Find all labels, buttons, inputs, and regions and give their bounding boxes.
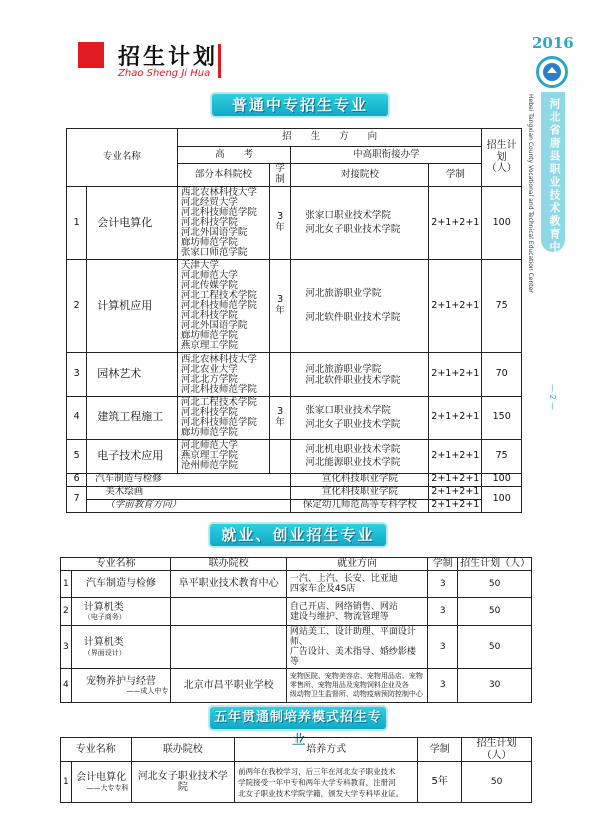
table-employment — [60, 557, 532, 703]
hdr-plan: 招生计划（人） — [482, 129, 522, 187]
banner-employment: 就业、创业招生专业 — [210, 524, 386, 546]
logo-icon — [539, 59, 565, 85]
title-red-bar — [218, 44, 221, 78]
page-subtitle: Zhao Sheng Ji Hua — [118, 68, 211, 79]
page-number: — 2 — — [548, 384, 557, 411]
table-row: 1 汽车制造与检修 阜平职业技术教育中心 一汽、上汽、长安、比亚迪 四家车企及4S店 3 50 — [61, 571, 532, 598]
banner-regular: 普通中专招生专业 — [212, 94, 388, 116]
hdr-partner: 联办院校 — [131, 738, 235, 762]
page-title: 招生计划 — [118, 44, 219, 70]
hdr-plan: 招生计划（人） — [462, 738, 532, 762]
title-red-block — [78, 42, 104, 68]
banner-five-year: 五年贯通制培养模式招生专业 — [210, 707, 386, 729]
table-row: 3 园林艺术 西北农林科技大学 河北农业大学 河北北方学院 河北科技师范学院 河北旅游职业学院 河北软件职业技术学院 2+1+2+1 70 — [67, 353, 522, 396]
table-row: 4 建筑工程施工 河北工程技术学院 河北科技学院 河北科技师范学院 廊坊师范学院 3 年 张家口职业技术学院 河北女子职业技术学院 2+1+2+1 150 — [67, 396, 522, 439]
hdr-direction: 招 生 方 向 — [177, 129, 482, 147]
table-row: 6 汽车制造与检修 宣化科技职业学院 2+1+2+1 100 — [67, 473, 522, 486]
hdr-years: 学制 — [269, 164, 290, 187]
hdr-years: 学制 — [418, 738, 462, 762]
table-row: 2 计算机应用 天津大学 河北师范大学 河北传媒学院 河北工程技术学院 河北科技师范学院 河北科技学院 河北外国语学院 廊坊师范学院 燕京理工学院 3 年 河北旅游职业学院 河北软件职业技术学院 2+1+2+1 75 — [67, 260, 522, 353]
year-label: 2016 — [532, 34, 574, 52]
table-five-year — [60, 737, 532, 803]
hdr-partial: 部分本科院校 — [177, 164, 269, 187]
hdr-major: 专业名称 — [67, 129, 178, 187]
school-logo — [536, 56, 568, 88]
hdr-mid: 中高职衔接办学 — [291, 147, 482, 164]
table-row: 2 计算机类 （电子商务） 自己开店、网络销售、网站 建设与维护、物流管理等 3 50 — [61, 598, 532, 626]
side-title-cn: 河北省唐县职业技术教育中心 — [548, 98, 561, 267]
hdr-direction: 就业方向 — [286, 558, 427, 571]
table-row: 3 计算机类 （界面设计） 网站美工、设计助理、平面设计师、 广告设计、美术指导、婚纱影楼等 3 50 — [61, 626, 532, 669]
table-row: 5 电子技术应用 河北师范大学 燕京理工学院 沧州师范学院 河北机电职业技术学院 河北能源职业技术学院 2+1+2+1 75 — [67, 439, 522, 473]
hdr-years: 学制 — [428, 558, 458, 571]
hdr-plan: 招生计划（人） — [458, 558, 532, 571]
hdr-gaokao: 高 考 — [177, 147, 291, 164]
hdr-major: 专业名称 — [61, 558, 171, 571]
table-regular: 专业名称 招 生 方 向 招生计划（人） 高 考 中高职衔接办学 部分本科院校 学制 对接院校 学制 1 会计电算化 西北农林科技大学 河北经贸大学 河北科技师范学院 河北科技学院 河北外国语学院 廊坊师范学院 张家口师范学院 3 年 张家口职业技术学院 河北女子职业技术学院 2+1+2+1 100 2 计算机应用 天津大学 河北师范大学 河北传媒学院 河北工程技术学院 河北科技师范学院 河北科技学院 河北外国语学院 廊坊师范学院 燕京理工学院 3 年 河北旅游职业学院 河北软件职业技术学院 2+1+2+1 75 3 园林艺术 西北农林科技大学 河北农业大学 河北北方学院 河北科技师范学院 河北旅游职业学院 河北软件职业技术学院 2+1+2+1 70 4 建筑工程施工 河北工程技术学院 河北科技学院 河北科技师范学院 廊坊师范学院 3 年 张家口职业技术学院 河北女子职业技术学院 2+1+2+1 150 5 电子技术应用 河北师范大学 燕京理工学院 沧州师范学院 河北机电职业技术学院 河北能源职业技术学院 2+1+2+1 75 6 汽车制造与检修 宣化科技职业学院 2+1+2+1 100 7 美术绘画 宣化科技职业学院 2+1+2+1 100 （学前教育方向） 保定幼儿师范高等专科学校 2+1+2+1 — [66, 128, 522, 513]
hdr-mode: 培养方式 — [235, 738, 418, 762]
hdr-major: 专业名称 — [61, 738, 132, 762]
hdr-partner: 联办院校 — [171, 558, 286, 571]
table-row: 4 宠物养护与经营 ——成人中专 北京市昌平职业学校 宠物医院、宠物美容店、宠物用品店、宠物 零售所、宠物用品及宠物饲料企业及各 级动物卫生监督所、动物疫病预防控制中心 3 30 — [61, 669, 532, 703]
table-row: 7 美术绘画 宣化科技职业学院 2+1+2+1 100 — [67, 486, 522, 499]
table-row: 1 会计电算化 西北农林科技大学 河北经贸大学 河北科技师范学院 河北科技学院 河北外国语学院 廊坊师范学院 张家口师范学院 3 年 张家口职业技术学院 河北女子职业技术学院 2+1+2+1 100 — [67, 187, 522, 260]
hdr-school: 对接院校 — [291, 164, 429, 187]
side-title-en: Hebei Tangxian County Vocational and Technical Education Center — [527, 94, 534, 293]
table-row: 1 会计电算化 ——大专专科 河北女子职业技术学院 前两年在我校学习，后三年在河北女子职业技术 学院接受一年中专和两年大学专科教育，注册河 北女子职业技术学院学籍，颁发大学专科毕业证。 5年 50 — [61, 762, 532, 803]
hdr-years2: 学制 — [429, 164, 482, 187]
